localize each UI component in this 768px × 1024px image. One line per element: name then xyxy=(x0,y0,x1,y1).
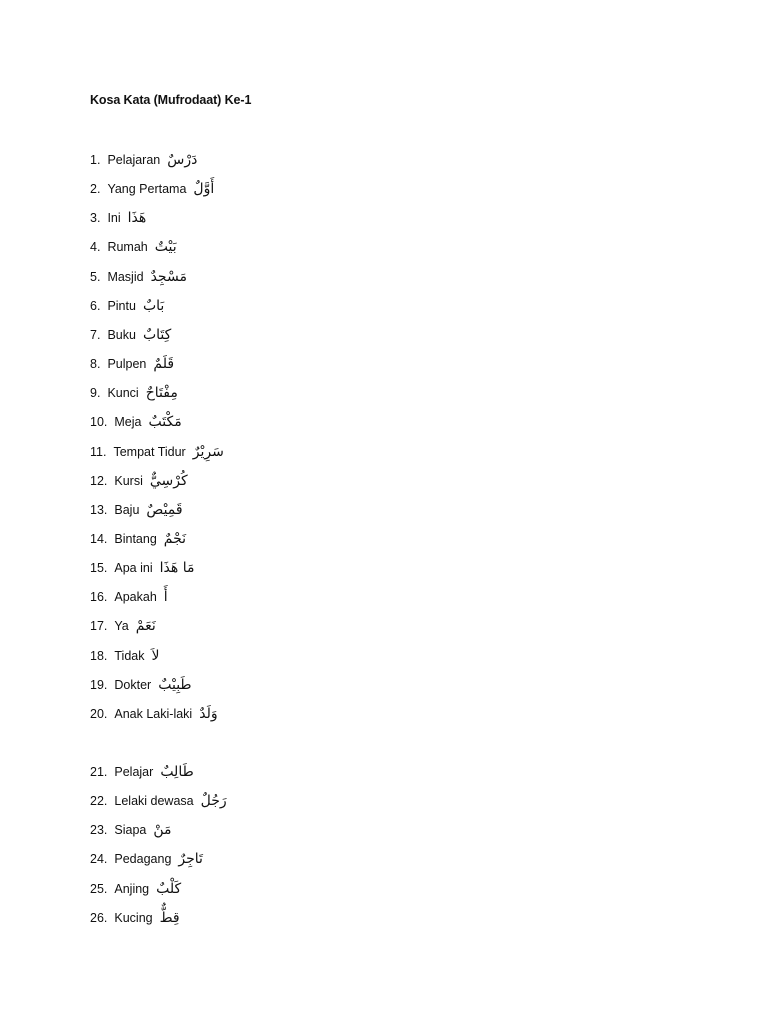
vocab-item xyxy=(90,790,227,812)
item-indonesian-word: Rumah xyxy=(107,240,148,255)
item-arabic-word: بَابٌ xyxy=(142,297,165,314)
item-indonesian-word: Lelaki dewasa xyxy=(114,794,194,809)
item-indonesian-word: Anak Laki-laki xyxy=(114,706,193,721)
item-number: 11. xyxy=(90,444,107,459)
item-number: 6. xyxy=(90,298,101,313)
item-number: 8. xyxy=(90,357,101,371)
item-arabic-word: مِفْتَاحٌ xyxy=(145,385,178,402)
item-number: 18. xyxy=(90,648,108,663)
item-arabic-word: بَيْتٌ xyxy=(154,239,177,256)
item-arabic-word: قَمِيْصٌ xyxy=(146,501,183,518)
vocab-list xyxy=(90,0,690,1024)
item-number: 12. xyxy=(90,473,108,488)
item-number: 7. xyxy=(90,327,101,342)
vocab-item xyxy=(90,878,181,900)
item-number: 25. xyxy=(90,881,108,896)
item-number: 23. xyxy=(90,823,108,838)
item-number: 14. xyxy=(90,532,108,546)
item-number: 4. xyxy=(90,240,101,255)
vocab-item xyxy=(90,207,146,229)
vocab-item xyxy=(90,557,194,579)
item-arabic-word: وَلَدٌ xyxy=(199,705,218,722)
item-number: 22. xyxy=(90,794,108,809)
item-arabic-word: هَذَا xyxy=(127,210,147,227)
item-indonesian-word: Masjid xyxy=(107,269,144,284)
vocab-item xyxy=(90,411,182,433)
vocab-item xyxy=(90,907,180,929)
item-arabic-word: مَنْ xyxy=(153,822,172,839)
item-indonesian-word: Ya xyxy=(114,619,129,634)
vocab-item xyxy=(90,674,192,696)
vocab-item xyxy=(90,295,164,317)
vocab-item xyxy=(90,761,194,783)
vocab-item xyxy=(90,615,156,637)
item-arabic-word: قِطٌّ xyxy=(159,909,180,926)
item-number: 9. xyxy=(90,386,101,401)
item-indonesian-word: Buku xyxy=(107,327,136,342)
page-title: Kosa Kata (Mufrodaat) Ke-1 xyxy=(90,93,252,107)
item-indonesian-word: Baju xyxy=(114,502,140,517)
item-arabic-word: مَا هَذَا xyxy=(159,560,195,577)
vocab-item xyxy=(90,499,183,521)
item-number: 5. xyxy=(90,269,101,284)
item-indonesian-word: Meja xyxy=(114,415,142,430)
item-number: 1. xyxy=(90,153,101,167)
item-arabic-word: لاَ xyxy=(151,647,160,664)
item-arabic-word: كَلْبٌ xyxy=(156,880,182,897)
item-number: 26. xyxy=(90,910,108,925)
item-number: 13. xyxy=(90,502,108,517)
item-arabic-word: أَوَّلٌ xyxy=(193,181,215,198)
item-arabic-word: طَالِبٌ xyxy=(160,764,194,780)
item-indonesian-word: Pintu xyxy=(107,298,136,313)
item-arabic-word: أَ xyxy=(163,589,168,606)
vocab-item xyxy=(90,703,218,725)
item-arabic-word: مَسْجِدٌ xyxy=(150,268,187,285)
item-number: 15. xyxy=(90,561,108,576)
item-number: 20. xyxy=(90,706,108,721)
item-indonesian-word: Pelajar xyxy=(114,765,154,779)
item-indonesian-word: Kursi xyxy=(114,473,143,488)
item-arabic-word: قَلَمٌ xyxy=(153,356,175,372)
vocab-item xyxy=(90,586,168,608)
item-number: 10. xyxy=(90,415,108,430)
item-number: 16. xyxy=(90,590,108,605)
item-arabic-word: تَاجِرٌ xyxy=(178,851,203,868)
item-arabic-word: كُرْسِيٌّ xyxy=(149,472,188,489)
vocab-item xyxy=(90,645,159,667)
item-arabic-word: كِتَابٌ xyxy=(142,326,172,343)
item-indonesian-word: Pedagang xyxy=(114,852,172,867)
vocab-item xyxy=(90,441,224,463)
item-indonesian-word: Kunci xyxy=(107,386,139,401)
item-number: 17. xyxy=(90,619,108,634)
item-arabic-word: نَجْمٌ xyxy=(163,531,187,547)
item-arabic-word: طَبِيْبٌ xyxy=(158,676,192,693)
item-indonesian-word: Bintang xyxy=(114,532,157,546)
item-number: 21. xyxy=(90,765,108,779)
item-arabic-word: مَكْتَبٌ xyxy=(148,414,182,431)
vocab-item xyxy=(90,324,171,346)
item-indonesian-word: Dokter xyxy=(114,677,152,692)
item-arabic-word: رَجُلٌ xyxy=(200,793,227,810)
item-indonesian-word: Tidak xyxy=(114,648,145,663)
vocab-item xyxy=(90,819,172,841)
item-indonesian-word: Apakah xyxy=(114,590,157,605)
item-indonesian-word: Kucing xyxy=(114,910,153,925)
item-number: 19. xyxy=(90,677,108,692)
item-indonesian-word: Ini xyxy=(107,211,121,226)
vocab-item xyxy=(90,470,188,492)
item-indonesian-word: Pelajaran xyxy=(107,153,161,167)
item-number: 2. xyxy=(90,182,101,197)
item-arabic-word: دَرْسٌ xyxy=(167,152,198,168)
item-indonesian-word: Siapa xyxy=(114,823,147,838)
item-arabic-word: سَرِيْرٌ xyxy=(192,443,224,460)
vocab-item xyxy=(90,528,186,550)
item-indonesian-word: Yang Pertama xyxy=(107,182,187,197)
item-indonesian-word: Anjing xyxy=(114,881,150,896)
vocab-item xyxy=(90,149,197,171)
vocab-item xyxy=(90,382,178,404)
vocab-item xyxy=(90,848,203,870)
item-indonesian-word: Apa ini xyxy=(114,561,153,576)
item-indonesian-word: Tempat Tidur xyxy=(113,444,186,459)
vocab-item xyxy=(90,353,174,375)
item-arabic-word: نَعَمْ xyxy=(135,618,156,635)
vocab-item xyxy=(90,178,214,200)
item-indonesian-word: Pulpen xyxy=(107,357,147,371)
vocab-item xyxy=(90,236,177,258)
vocab-item xyxy=(90,266,187,288)
item-number: 24. xyxy=(90,852,108,867)
item-number: 3. xyxy=(90,211,101,226)
